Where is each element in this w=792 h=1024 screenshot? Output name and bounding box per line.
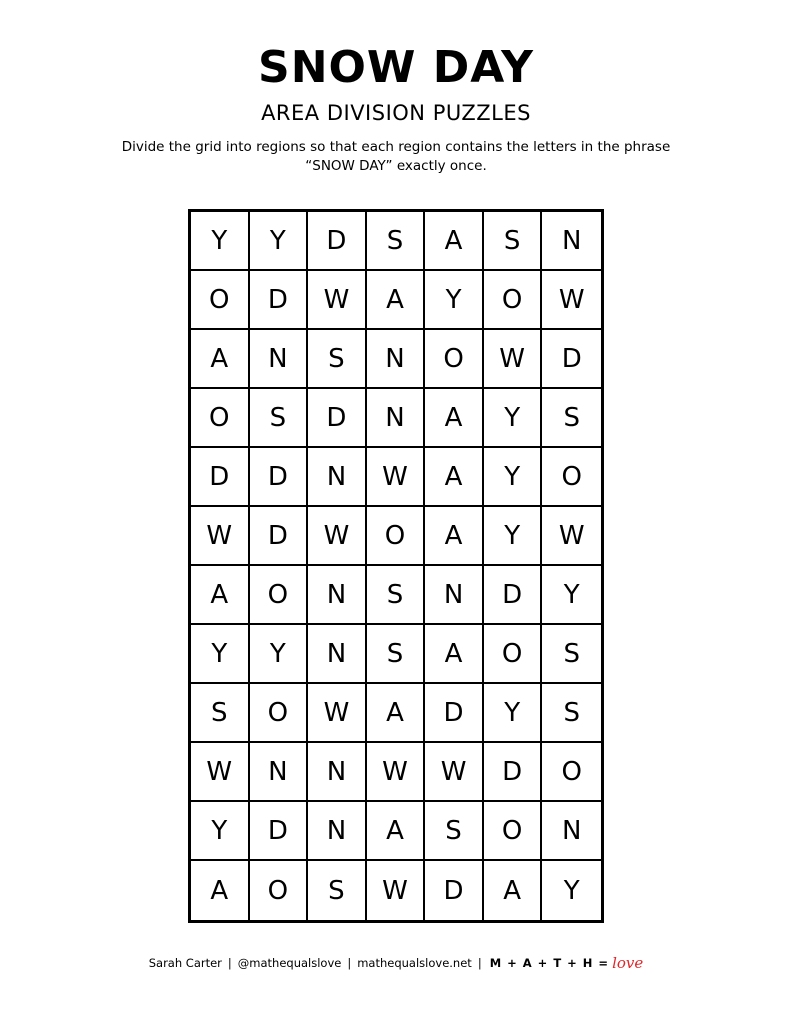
grid-cell: A: [425, 625, 484, 684]
grid-cell: N: [250, 330, 309, 389]
grid-cell: W: [484, 330, 543, 389]
grid-cell: S: [308, 861, 367, 920]
grid-cell: D: [484, 743, 543, 802]
grid-cell: Y: [250, 625, 309, 684]
grid-cell: W: [542, 507, 601, 566]
grid-cell: N: [542, 212, 601, 271]
grid-cell: S: [367, 212, 426, 271]
grid-cell: O: [367, 507, 426, 566]
grid-cell: Y: [542, 566, 601, 625]
grid-cell: N: [308, 743, 367, 802]
grid-cell: O: [250, 861, 309, 920]
footer-love-logo: love: [612, 954, 644, 972]
grid-cell: O: [250, 684, 309, 743]
grid-cell: A: [367, 684, 426, 743]
page-subtitle: AREA DIVISION PUZZLES: [261, 101, 531, 125]
grid-cell: O: [542, 448, 601, 507]
grid-cell: A: [425, 389, 484, 448]
grid-cell: N: [308, 566, 367, 625]
grid-cell: O: [191, 271, 250, 330]
grid-cell: A: [191, 330, 250, 389]
footer-separator: |: [227, 956, 232, 970]
grid-cell: D: [484, 566, 543, 625]
grid-cell: W: [191, 507, 250, 566]
footer-brand-logo: M + A + T + H =: [489, 956, 610, 970]
grid-cell: D: [308, 389, 367, 448]
grid-cell: W: [308, 684, 367, 743]
grid-cell: Y: [484, 684, 543, 743]
grid-cell: Y: [425, 271, 484, 330]
grid-cell: Y: [191, 212, 250, 271]
grid-cell: W: [367, 743, 426, 802]
puzzle-grid: [188, 209, 604, 923]
grid-cell: Y: [250, 212, 309, 271]
grid-cell: S: [542, 684, 601, 743]
grid-cell: N: [367, 330, 426, 389]
grid-cell: N: [542, 802, 601, 861]
grid-cell: D: [250, 448, 309, 507]
grid-cell: D: [308, 212, 367, 271]
grid-cell: N: [250, 743, 309, 802]
grid-cell: O: [542, 743, 601, 802]
grid-cell: D: [250, 507, 309, 566]
grid-cell: S: [308, 330, 367, 389]
grid-cell: S: [542, 389, 601, 448]
grid-cell: N: [308, 448, 367, 507]
grid-cell: O: [484, 625, 543, 684]
grid-cell: O: [425, 330, 484, 389]
footer-author: Sarah Carter: [148, 956, 222, 970]
footer-website: mathequalslove.net: [357, 956, 472, 970]
grid-cell: A: [425, 212, 484, 271]
grid-cell: A: [484, 861, 543, 920]
grid-cell: S: [250, 389, 309, 448]
page-title: SNOW DAY: [258, 42, 534, 93]
grid-cell: A: [191, 566, 250, 625]
grid-cell: W: [542, 271, 601, 330]
instructions-text: Divide the grid into regions so that each region contains the letters in the phrase “SNOW DAY” exactly once.: [121, 139, 671, 174]
grid-cell: O: [250, 566, 309, 625]
grid-cell: N: [425, 566, 484, 625]
grid-cell: O: [484, 271, 543, 330]
footer-separator: |: [347, 956, 352, 970]
grid-cell: S: [425, 802, 484, 861]
grid-cell: A: [367, 271, 426, 330]
grid-cell: A: [425, 507, 484, 566]
grid-cell: D: [425, 684, 484, 743]
grid-cell: W: [367, 861, 426, 920]
grid-cell: D: [425, 861, 484, 920]
grid-cell: Y: [191, 625, 250, 684]
grid-cell: D: [250, 802, 309, 861]
grid-cell: N: [308, 802, 367, 861]
grid-cell: Y: [484, 389, 543, 448]
grid-cell: D: [191, 448, 250, 507]
grid-cell: W: [308, 507, 367, 566]
grid-cell: Y: [484, 448, 543, 507]
footer-handle: @mathequalslove: [237, 956, 342, 970]
grid-cell: A: [425, 448, 484, 507]
grid-cell: A: [367, 802, 426, 861]
grid-cell: W: [191, 743, 250, 802]
grid-cell: W: [308, 271, 367, 330]
grid-cell: A: [191, 861, 250, 920]
grid-cell: W: [367, 448, 426, 507]
grid-cell: D: [542, 330, 601, 389]
grid-cell: S: [191, 684, 250, 743]
grid-cell: O: [191, 389, 250, 448]
grid-cell: S: [484, 212, 543, 271]
grid-cell: N: [367, 389, 426, 448]
footer: [0, 954, 792, 972]
grid-cell: S: [367, 566, 426, 625]
grid-cell: N: [308, 625, 367, 684]
grid-cell: D: [250, 271, 309, 330]
grid-cell: Y: [191, 802, 250, 861]
grid-cell: Y: [484, 507, 543, 566]
grid-cell: S: [542, 625, 601, 684]
grid-cell: Y: [563, 875, 580, 906]
grid-cell: W: [425, 743, 484, 802]
footer-separator: |: [477, 956, 482, 970]
grid-cell: O: [484, 802, 543, 861]
grid-cell: S: [367, 625, 426, 684]
